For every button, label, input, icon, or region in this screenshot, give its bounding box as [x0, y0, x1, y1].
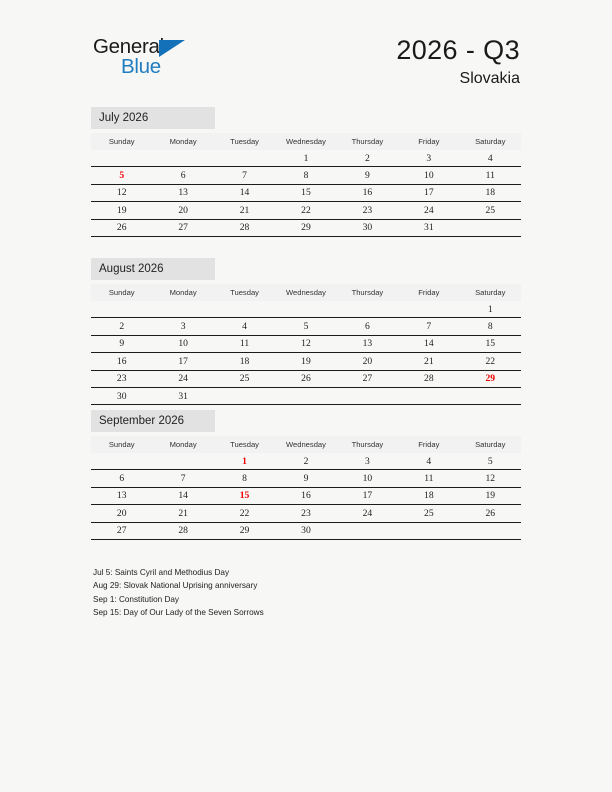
weekday-header-monday: Monday: [152, 133, 213, 150]
calendar-day-cell: 18: [214, 353, 275, 370]
calendar-day-cell: 13: [337, 335, 398, 352]
calendar-day-empty: [398, 301, 459, 318]
calendar-day-cell: 17: [398, 184, 459, 201]
calendar-day-cell: 15: [460, 335, 521, 352]
weekday-header-wednesday: Wednesday: [275, 284, 336, 301]
calendar-day-cell: 14: [214, 184, 275, 201]
calendar-day-cell: 21: [152, 505, 213, 522]
weekday-header-friday: Friday: [398, 284, 459, 301]
holiday-list: [93, 566, 513, 620]
weekday-header-monday: Monday: [152, 284, 213, 301]
calendar-day-cell: 24: [337, 505, 398, 522]
weekday-header-tuesday: Tuesday: [214, 284, 275, 301]
calendar-day-cell: 6: [337, 318, 398, 335]
calendar-day-cell: 9: [275, 470, 336, 487]
month-block-august: [91, 258, 521, 405]
calendar-day-cell: 15: [275, 184, 336, 201]
calendar-day-cell: 3: [365, 455, 370, 467]
holiday-item: Sep 1: Constitution Day: [93, 594, 180, 604]
calendar-day-cell: 27: [337, 370, 398, 387]
calendar-day-cell: 14: [398, 335, 459, 352]
calendar-week-row: [91, 318, 521, 335]
calendar-day-empty: [275, 301, 336, 318]
calendar-week-row: [91, 505, 521, 522]
calendar-day-cell: 29: [460, 370, 521, 387]
calendar-day-empty: [152, 453, 213, 470]
weekday-header-sunday: Sunday: [91, 284, 152, 301]
calendar-day-cell: 8: [275, 167, 336, 184]
month-title: August 2026: [91, 258, 215, 280]
calendar-day-cell: 30: [275, 522, 336, 539]
calendar-day-cell: 24: [152, 370, 213, 387]
calendar-day-cell: 7: [398, 318, 459, 335]
brand-name-blue: Blue: [121, 55, 161, 78]
calendar-day-cell: 30: [91, 387, 152, 404]
calendar-week-row: [91, 370, 521, 387]
calendar-day-cell: 21: [398, 353, 459, 370]
calendar-day-cell: 22: [214, 505, 275, 522]
calendar-day-cell: 13: [91, 487, 152, 504]
calendar-day-cell: 19: [91, 202, 152, 219]
calendar-day-cell: 21: [214, 202, 275, 219]
calendar-week-row: [91, 353, 521, 370]
weekday-header-friday: Friday: [398, 133, 459, 150]
weekday-header-row: [91, 436, 521, 453]
calendar-day-empty: [152, 150, 213, 167]
calendar-week-row: [91, 219, 521, 236]
calendar-day-cell: 11: [398, 470, 459, 487]
calendar-week-row: [91, 301, 521, 318]
calendar-day-cell: 31: [152, 387, 213, 404]
calendar-day-cell: 20: [152, 202, 213, 219]
calendar-day-cell: 28: [214, 219, 275, 236]
calendar-day-cell: 23: [275, 505, 336, 522]
calendar-day-cell: 4: [487, 152, 493, 164]
calendar-day-cell: 10: [152, 335, 213, 352]
weekday-header-wednesday: Wednesday: [275, 133, 336, 150]
weekday-header-monday: Monday: [152, 436, 213, 453]
calendar-day-empty: [337, 301, 398, 318]
calendar-day-cell: 20: [91, 505, 152, 522]
calendar-table-september: [91, 436, 521, 540]
holiday-item: Jul 5: Saints Cyril and Methodius Day: [93, 568, 230, 577]
calendar-day-cell: 26: [91, 219, 152, 236]
calendar-day-cell: 29: [275, 219, 336, 236]
calendar-day-cell: 3: [152, 318, 213, 335]
calendar-day-cell: 19: [275, 353, 336, 370]
calendar-day-empty: [337, 387, 398, 404]
calendar-day-cell: 10: [398, 167, 459, 184]
calendar-day-cell: 12: [275, 335, 336, 352]
calendar-day-cell: 30: [337, 219, 398, 236]
weekday-header-saturday: Saturday: [460, 133, 521, 150]
calendar-day-cell: 10: [337, 470, 398, 487]
calendar-day-cell: 14: [152, 487, 213, 504]
calendar-day-cell: 31: [398, 219, 459, 236]
calendar-day-cell: 17: [337, 487, 398, 504]
weekday-header-saturday: Saturday: [460, 284, 521, 301]
calendar-day-cell: 4: [426, 455, 432, 467]
calendar-day-cell: 8: [214, 470, 275, 487]
calendar-day-cell: 12: [91, 184, 152, 201]
weekday-header-thursday: Thursday: [337, 133, 398, 150]
calendar-day-cell: 26: [460, 505, 521, 522]
calendar-day-cell: 5: [275, 318, 336, 335]
calendar-day-empty: [460, 387, 521, 404]
page-subtitle: Slovakia: [459, 70, 520, 87]
calendar-body: [91, 453, 521, 539]
calendar-body: [91, 301, 521, 405]
calendar-day-cell: 16: [337, 184, 398, 201]
calendar-day-cell: 20: [337, 353, 398, 370]
calendar-day-empty: [214, 301, 275, 318]
calendar-day-cell: 8: [460, 318, 521, 335]
calendar-day-empty: [91, 453, 152, 470]
calendar-day-empty: [91, 301, 152, 318]
page-title: 2026 - Q3: [396, 35, 520, 65]
calendar-day-cell: 22: [460, 353, 521, 370]
calendar-day-cell: 18: [398, 487, 459, 504]
calendar-day-cell: 27: [91, 522, 152, 539]
calendar-day-cell: 7: [214, 167, 275, 184]
calendar-day-cell: 23: [91, 370, 152, 387]
calendar-week-row: [91, 167, 521, 184]
calendar-day-cell: 1: [487, 303, 493, 315]
calendar-day-cell: 29: [214, 522, 275, 539]
calendar-day-cell: 9: [337, 167, 398, 184]
calendar-week-row: [91, 453, 521, 470]
calendar-week-row: [91, 184, 521, 201]
calendar-day-empty: [214, 387, 275, 404]
calendar-day-cell: 18: [460, 184, 521, 201]
calendar-day-cell: 3: [426, 152, 432, 164]
weekday-header-row: [91, 133, 521, 150]
holiday-item: Sep 15: Day of Our Lady of the Seven Sorrows: [93, 608, 264, 618]
weekday-header-tuesday: Tuesday: [214, 436, 275, 453]
calendar-day-cell: 2: [303, 455, 309, 467]
calendar-week-row: [91, 150, 521, 167]
calendar-week-row: [91, 202, 521, 219]
calendar-day-empty: [460, 522, 521, 539]
calendar-table-july: [91, 133, 521, 237]
weekday-header-wednesday: Wednesday: [275, 436, 336, 453]
brand-logo: [93, 36, 223, 78]
month-block-september: [91, 410, 521, 540]
calendar-day-cell: 17: [152, 353, 213, 370]
calendar-table-august: [91, 284, 521, 405]
calendar-day-cell: 4: [214, 318, 275, 335]
calendar-week-row: [91, 387, 521, 404]
calendar-day-cell: 5: [91, 167, 152, 184]
calendar-day-cell: 12: [460, 470, 521, 487]
calendar-day-empty: [91, 150, 152, 167]
calendar-day-empty: [152, 301, 213, 318]
calendar-day-empty: [460, 219, 521, 236]
calendar-day-cell: 23: [337, 202, 398, 219]
calendar-day-cell: 15: [214, 487, 275, 504]
calendar-day-cell: 9: [91, 335, 152, 352]
brand-name-general: General: [93, 35, 164, 58]
calendar-day-cell: 2: [365, 152, 370, 164]
weekday-header-thursday: Thursday: [337, 284, 398, 301]
calendar-day-cell: 25: [460, 202, 521, 219]
weekday-header-sunday: Sunday: [91, 133, 152, 150]
weekday-header-row: [91, 284, 521, 301]
calendar-day-cell: 11: [214, 335, 275, 352]
weekday-header-sunday: Sunday: [91, 436, 152, 453]
month-title: July 2026: [91, 107, 215, 129]
calendar-day-cell: 2: [91, 318, 152, 335]
calendar-day-cell: 28: [398, 370, 459, 387]
month-title: September 2026: [91, 410, 215, 432]
calendar-week-row: [91, 470, 521, 487]
calendar-week-row: [91, 487, 521, 504]
weekday-header-friday: Friday: [398, 436, 459, 453]
calendar-day-cell: 7: [152, 470, 213, 487]
calendar-day-empty: [214, 150, 275, 167]
calendar-day-empty: [398, 522, 459, 539]
calendar-day-cell: 5: [487, 455, 493, 467]
calendar-day-cell: 1: [242, 455, 247, 467]
triangle-right-icon: [159, 40, 185, 57]
calendar-day-empty: [337, 522, 398, 539]
calendar-day-cell: 26: [275, 370, 336, 387]
calendar-day-empty: [398, 387, 459, 404]
page-header: [0, 0, 612, 100]
calendar-day-cell: 27: [152, 219, 213, 236]
calendar-day-cell: 25: [214, 370, 275, 387]
weekday-header-tuesday: Tuesday: [214, 133, 275, 150]
calendar-day-empty: [275, 387, 336, 404]
calendar-day-cell: 1: [303, 152, 309, 164]
holiday-item: Aug 29: Slovak National Uprising anniversary: [93, 581, 258, 591]
calendar-day-cell: 11: [460, 167, 521, 184]
calendar-day-cell: 6: [91, 470, 152, 487]
calendar-day-cell: 19: [460, 487, 521, 504]
weekday-header-saturday: Saturday: [460, 436, 521, 453]
calendar-day-cell: 22: [275, 202, 336, 219]
calendar-day-cell: 24: [398, 202, 459, 219]
calendar-day-cell: 28: [152, 522, 213, 539]
calendar-day-cell: 13: [152, 184, 213, 201]
weekday-header-thursday: Thursday: [337, 436, 398, 453]
calendar-day-cell: 6: [152, 167, 213, 184]
calendar-body: [91, 150, 521, 236]
calendar-day-cell: 16: [275, 487, 336, 504]
calendar-day-cell: 16: [91, 353, 152, 370]
calendar-week-row: [91, 522, 521, 539]
calendar-day-cell: 25: [398, 505, 459, 522]
calendar-week-row: [91, 335, 521, 352]
title-block: [396, 34, 520, 89]
month-block-july: [91, 107, 521, 237]
